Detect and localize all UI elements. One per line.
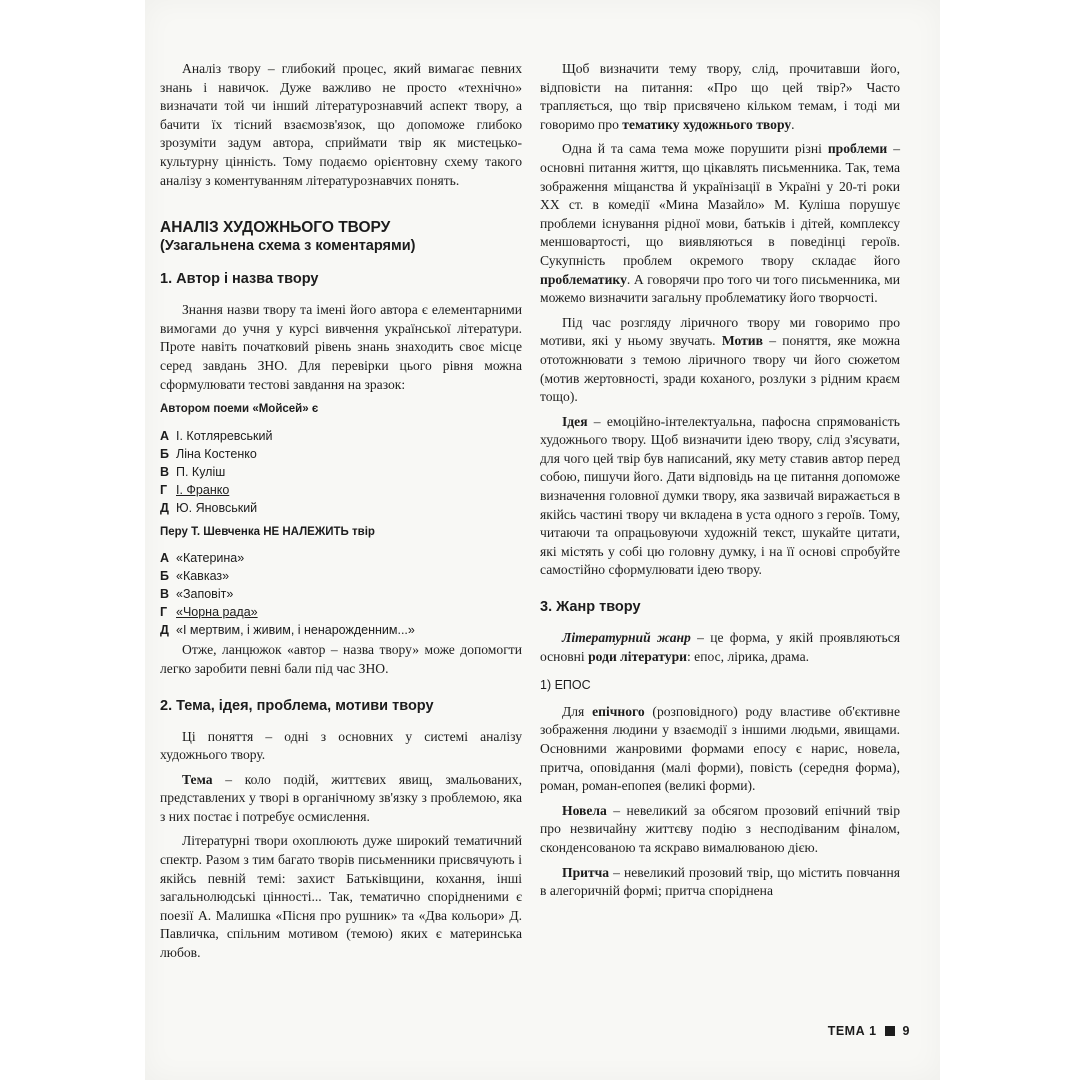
test-2-option-d: Д «І мертвим, і живим, і ненарожденним...» xyxy=(160,623,415,638)
test-2-options xyxy=(160,549,522,639)
left-column xyxy=(160,60,522,969)
theme-paragraph: Щоб визначити тему твору, слід, прочитавши його, відповісти на питання: «Про що цей твір?» Часто трапляється, що твір присвячено кільком темам, і тоді ми говоримо про тематику художнього твору. xyxy=(540,61,900,132)
novel-paragraph: Новела – невеликий за обсягом прозовий епічний твір про незвичайну життєву подію з несподіваним фіналом, сконденсованою та яскраво вималюваною дією. xyxy=(540,802,900,855)
test-2-option-h-correct: Г «Чорна рада» xyxy=(160,605,258,620)
parable-paragraph: Притча – невеликий прозовий твір, що містить повчання в алегоричній формі; притча споріднена xyxy=(540,864,900,899)
test-1-option-h-correct: Г І. Франко xyxy=(160,482,230,497)
motif-paragraph: Під час розгляду ліричного твору ми говоримо про мотиви, які у ньому звучать. Мотив – поняття, яке можна ототожнювати з темою ліричного твору чи його сюжетом (мотив жертовності, зради коханого, розлуки з рідним краєм тощо). xyxy=(540,314,901,405)
page-number: 9 xyxy=(902,1024,910,1038)
test-1-option-b: Б Ліна Костенко xyxy=(160,446,257,461)
test-1-option-d: Д Ю. Яновський xyxy=(160,500,258,515)
square-icon xyxy=(885,1026,895,1036)
test-2-option-b: Б «Кавказ» xyxy=(160,569,230,584)
footer-section-label: ТЕМА 1 xyxy=(827,1024,877,1038)
test-2-option-a: А «Катерина» xyxy=(160,551,245,566)
epos-subtitle: 1) ЕПОС xyxy=(540,678,591,693)
section-1-conclusion: Отже, ланцюжок «автор – назва твору» може допомогти легко заробити певні бали під час ЗНО. xyxy=(160,642,522,676)
genre-paragraph: Літературний жанр – це форма, у якій проявляються основні роди літератури: епос, лірика, драма. xyxy=(540,630,900,664)
section-1-paragraph: Знання назви твору та імені його автора є елементарними вимогами до учня у курсі вивчення української літератури. Проте навіть початковий рівень знань знаходить своє місце серед завдань ЗНО. Для перевірки цього рівня можна сформулювати тестові завдання на зразок: xyxy=(160,302,522,392)
idea-paragraph: Ідея – емоційно-інтелектуальна, пафосна спрямованість художнього твору. Щоб визначити ідею твору, слід з'ясувати, для чого цей твір був написаний, яку мету ставив автор перед собою, пишучи його. Дати відповідь на це питання допоможе визначення головної думки твору, яка зазвичай виражається в якійсь частині твору чи вкладена в уста одного з героїв. Тому, читаючи та опрацьовуючи художній текст, шукайте цитати, які містять у собі цю головну думку, і на її основі спробуйте самостійно сформулювати ідею твору. xyxy=(540,413,900,578)
section-2-intro: Ці поняття – одні з основних у системі аналізу художнього твору. xyxy=(160,728,522,763)
test-2-option-v: В «Заповіт» xyxy=(160,587,234,602)
tema-term: Тема xyxy=(182,771,213,787)
section-1-title: 1. Автор і назва твору xyxy=(160,271,319,288)
main-heading: АНАЛІЗ ХУДОЖНЬОГО ТВОРУ xyxy=(160,219,391,237)
section-2-title: 2. Тема, ідея, проблема, мотиви твору xyxy=(160,697,434,714)
test-question-2: Перу Т. Шевченка НЕ НАЛЕЖИТЬ твір xyxy=(160,525,375,538)
intro-paragraph: Аналіз твору – глибокий процес, який вимагає певних знань і навичок. Дуже важливо не просто «технічно» визначати той чи інший літературознавчий аспект твору, а бачити їх тісний взаємозв'язок, що допоможе глибоко зрозуміти задум автора, сприймати твір як мистецько-культурну цінність. Тому подаємо орієнтовну схему такого аналізу з коментуванням літературознавчих понять. xyxy=(160,61,522,188)
section-2-paragraph: Літературні твори охоплюють дуже широкий тематичний спектр. Разом з тим багато творів письменники присвячують і якійсь певній темі: захист Батьківщини, кохання, інші загальнолюдські цінності... Так, тематично спорідненими є поезії А. Малишка «Пісня про рушник» та «Два кольори» Д. Павличка, спільним мотивом (темою) яких є материнська любов. xyxy=(160,833,522,961)
problem-paragraph: Одна й та сама тема може порушити різні проблеми – основні питання життя, що цікавлять письменника. Так, тема зображення міщанства й українізації в Україні у 20-ті роки ХХ ст. в комедії «Мина Мазайло» М. Куліша порушує проблеми існування рідної мови, батьків і дітей, комплексу меншовартості, що виявляються в поведінці героїв. Сукупність проблем окремого твору складає його проблематику. А говорячи про того чи того письменника, ми можемо визначити загальну проблематику його творчості. xyxy=(540,141,900,306)
page-footer xyxy=(828,1024,910,1038)
section-3-title: 3. Жанр твору xyxy=(540,599,641,616)
tema-definition: Тема – коло подій, життєвих явищ, змальованих, представлених у творі в органічному зв'язку з проблемою, яка з них постає і потребує осмислення. xyxy=(160,771,522,824)
epos-paragraph: Для епічного (розповідного) роду властиве об'єктивне зображення людини у взаємодії з іншими людьми, явищами. Основними жанровими формами епосу є нарис, новела, притча, оповідання (малі форми), повість (середня форма), роман, роман-епопея (великі форми). xyxy=(540,703,900,794)
test-1-option-a: А І. Котляревський xyxy=(160,428,273,443)
right-column xyxy=(540,60,900,907)
test-1-options xyxy=(160,427,522,517)
test-question-1: Автором поеми «Мойсей» є xyxy=(160,403,319,416)
main-subheading: (Узагальнена схема з коментарями) xyxy=(160,238,416,255)
test-1-option-v: В П. Куліш xyxy=(160,464,226,479)
